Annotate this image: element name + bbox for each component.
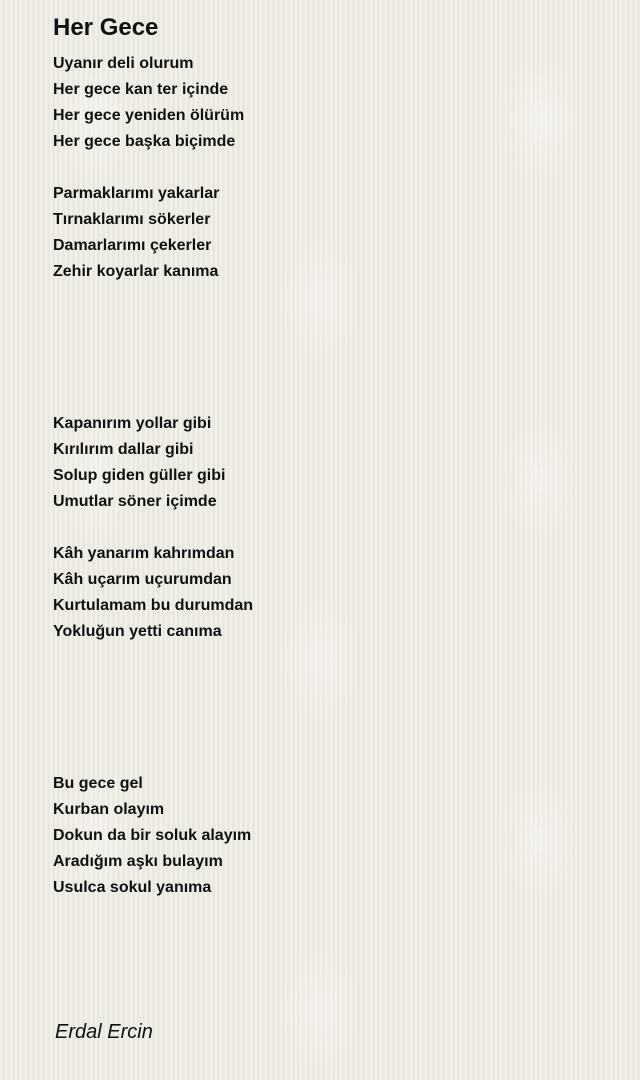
poem-line: Umutlar söner içimde [53,493,217,510]
poem-line: Her gece kan ter içinde [53,81,229,98]
poem-line: Kâh uçarım uçurumdan [53,571,232,588]
poem-line: Kurtulamam bu durumdan [53,597,254,614]
poem-line: Kâh yanarım kahrımdan [53,545,235,562]
poem-line: Kırılırım dallar gibi [53,441,194,458]
poem-line: Uyanır deli olurum [53,55,194,72]
poem-line: Yokluğun yetti canıma [53,623,222,640]
poem-line: Tırnaklarımı sökerler [53,211,211,228]
poem-line: Usulca sokul yanıma [53,879,212,896]
poem-line: Zehir koyarlar kanıma [53,263,219,280]
poem-title: Her Gece [53,14,159,41]
poem-line: Her gece başka biçimde [53,133,236,150]
poem-line: Bu gece gel [53,775,143,792]
poem-author: Erdal Ercin [55,1021,153,1043]
poem-line: Kapanırım yollar gibi [53,415,212,432]
poem-line: Solup giden güller gibi [53,467,226,484]
poem-line: Kurban olayım [53,801,165,818]
poem-line: Her gece yeniden ölürüm [53,107,245,124]
poem-line: Damarlarımı çekerler [53,237,212,254]
poem-line: Parmaklarımı yakarlar [53,185,220,202]
poem-line: Aradığım aşkı bulayım [53,853,223,870]
poem-line: Dokun da bir soluk alayım [53,827,252,844]
